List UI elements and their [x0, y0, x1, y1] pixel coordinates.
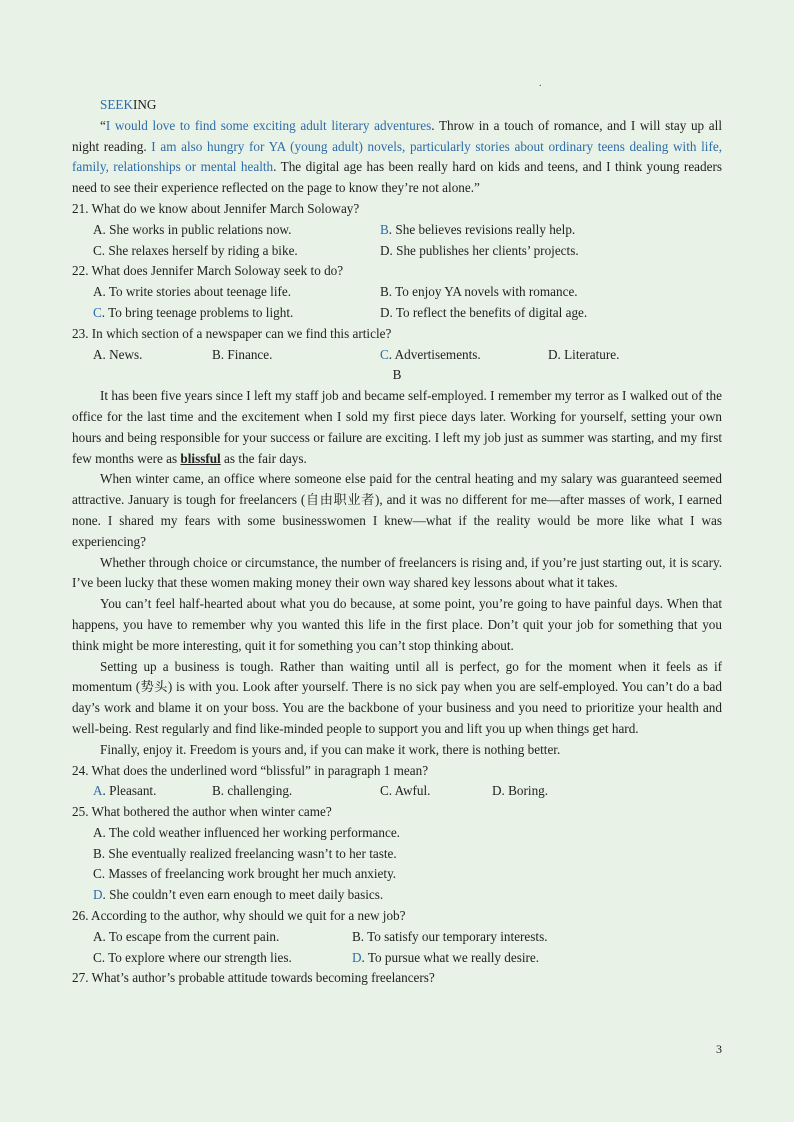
- answer-letter: D: [352, 949, 362, 965]
- seeking-text-1: . Throw in a touch of romance, and I will stay up all night reading.: [72, 117, 722, 154]
- option-23-d: D. Literature.: [548, 346, 620, 362]
- answer-letter: A: [93, 783, 103, 799]
- option-text: . She believes revisions really help.: [388, 221, 576, 237]
- highlight-adult-adventures: I would love to find some exciting adult literary adventures: [105, 117, 432, 133]
- question-22: 22. What does Jennifer March Soloway seek to do?: [72, 263, 344, 279]
- option-25-d: [72, 885, 722, 906]
- answer-letter: B: [380, 221, 389, 237]
- passage-b-paragraph-2: When winter came, an office where someone else paid for the central heating and my salary was guaranteed seemed attractive. January is tough for freelancers (自由职业者), and it was no different for me—after masses of work, I earned none. I shared my fears with some businesswomen I knew—what if the reality would be more like what I was experiencing?: [72, 471, 722, 549]
- seeking-text-2: . The digital age has been really hard on kids and teens, and I think young readers need to see their experience reflected on the page to know they’re not alone.”: [72, 159, 722, 196]
- question-21-options-row-2: [72, 241, 722, 262]
- question-23: 23. In which section of a newspaper can we find this article?: [72, 325, 392, 341]
- passage-b-paragraph-5: Setting up a business is tough. Rather than waiting until all is perfect, go for the moment when it feels as if momentum (势头) is with you. Look after yourself. There is no sick pay when you are self-employed. You can’t do a bad day’s work and blame it on your boss. You are the backbone of your business and you need to prioritize your health and well-being. Rest regularly and find like-minded people to support you and lift you up when things get hard.: [72, 658, 722, 736]
- passage-b-paragraph-1: [72, 386, 722, 469]
- option-25-a: A. The cold weather influenced her working performance.: [93, 824, 400, 840]
- seeking-heading-highlight: SEEK: [100, 97, 133, 112]
- answer-letter: D: [93, 887, 103, 903]
- option-24-d: D. Boring.: [492, 783, 549, 799]
- option-23-a: A. News.: [93, 346, 143, 362]
- option-21-c: C. She relaxes herself by riding a bike.: [93, 242, 298, 258]
- option-22-d: D. To reflect the benefits of digital age.: [380, 304, 588, 320]
- section-b-heading: B: [392, 367, 402, 383]
- question-27: 27. What’s author’s probable attitude towards becoming freelancers?: [72, 970, 435, 986]
- question-24: 24. What does the underlined word “blissful” in paragraph 1 mean?: [72, 762, 429, 778]
- option-23-b: B. Finance.: [212, 346, 273, 362]
- question-23-options: [72, 345, 722, 366]
- option-text: . To bring teenage problems to light.: [101, 304, 294, 320]
- question-22-options-row-2: [72, 303, 722, 324]
- option-26-b: B. To satisfy our temporary interests.: [352, 928, 548, 944]
- option-25-c: C. Masses of freelancing work brought her much anxiety.: [93, 866, 397, 882]
- option-24-c: C. Awful.: [380, 783, 431, 799]
- seeking-paragraph: [72, 116, 722, 199]
- question-24-options: [72, 781, 722, 802]
- option-21-a: A. She works in public relations now.: [93, 221, 292, 237]
- question-22-options-row-1: [72, 282, 722, 303]
- option-26-a: A. To escape from the current pain.: [93, 928, 280, 944]
- option-22-c: [93, 303, 293, 324]
- seeking-heading: [72, 95, 722, 116]
- open-quote: “: [100, 117, 106, 133]
- document-page: [72, 95, 722, 989]
- option-26-d: [352, 948, 539, 969]
- passage-b-paragraph-3: Whether through choice or circumstance, the number of freelancers is rising and, if you’re just starting out, it is scary. I’ve been lucky that these women making money their own way shared key lessons about what it takes.: [72, 554, 722, 591]
- option-text: . To pursue what we really desire.: [361, 949, 540, 965]
- question-26-options-row-2: [72, 948, 722, 969]
- passage-b-paragraph-4: You can’t feel half-hearted about what you do because, at some point, you’re going to have painful days. When that happens, you have to remember why you wanted this life in the first place. Don’t quit your job for something that you think might be more interesting, quit it for something you can’t stop thinking about.: [72, 596, 722, 653]
- option-24-b: B. challenging.: [212, 783, 293, 799]
- question-26: 26. According to the author, why should we quit for a new job?: [72, 908, 406, 924]
- option-23-c: [380, 345, 481, 366]
- option-text: . She couldn’t even earn enough to meet daily basics.: [102, 887, 384, 903]
- option-text: . Pleasant.: [102, 783, 157, 799]
- answer-letter: C: [93, 304, 102, 320]
- p1-text-start: It has been five years since I left my staff job and became self-employed. I remember my terror as I walked out of the office for the last time and the excitement when I sold my first piece days later. Working for yourself, setting your own hours and being responsible for your success or failure are exciting. I left my job just as summer was starting, and my first few months were as: [72, 388, 722, 466]
- option-22-b: B. To enjoy YA novels with romance.: [380, 284, 578, 300]
- option-21-d: D. She publishes her clients’ projects.: [380, 242, 579, 258]
- question-21: 21. What do we know about Jennifer March Soloway?: [72, 200, 360, 216]
- passage-b-paragraph-6: Finally, enjoy it. Freedom is yours and, if you can make it work, there is nothing better.: [100, 741, 561, 757]
- question-21-options-row-1: [72, 220, 722, 241]
- page-number: 3: [716, 1042, 722, 1056]
- question-25: 25. What bothered the author when winter came?: [72, 804, 332, 820]
- answer-letter: C: [380, 346, 389, 362]
- option-21-b: [380, 220, 575, 241]
- underlined-word-blissful: blissful: [180, 450, 221, 466]
- p1-text-end: as the fair days.: [220, 450, 307, 466]
- header-dot: .: [539, 78, 542, 89]
- seeking-heading-rest: ING: [132, 97, 157, 112]
- option-26-c: C. To explore where our strength lies.: [93, 949, 292, 965]
- option-24-a: [93, 781, 156, 802]
- option-25-b: B. She eventually realized freelancing wasn’t to her taste.: [93, 845, 397, 861]
- question-26-options-row-1: [72, 927, 722, 948]
- option-22-a: A. To write stories about teenage life.: [93, 284, 292, 300]
- highlight-ya-novels: I am also hungry for YA (young adult) novels, particularly stories about ordinary teens dealing with life, family, relationships or mental health: [72, 138, 722, 175]
- option-text: . Advertisements.: [388, 346, 481, 362]
